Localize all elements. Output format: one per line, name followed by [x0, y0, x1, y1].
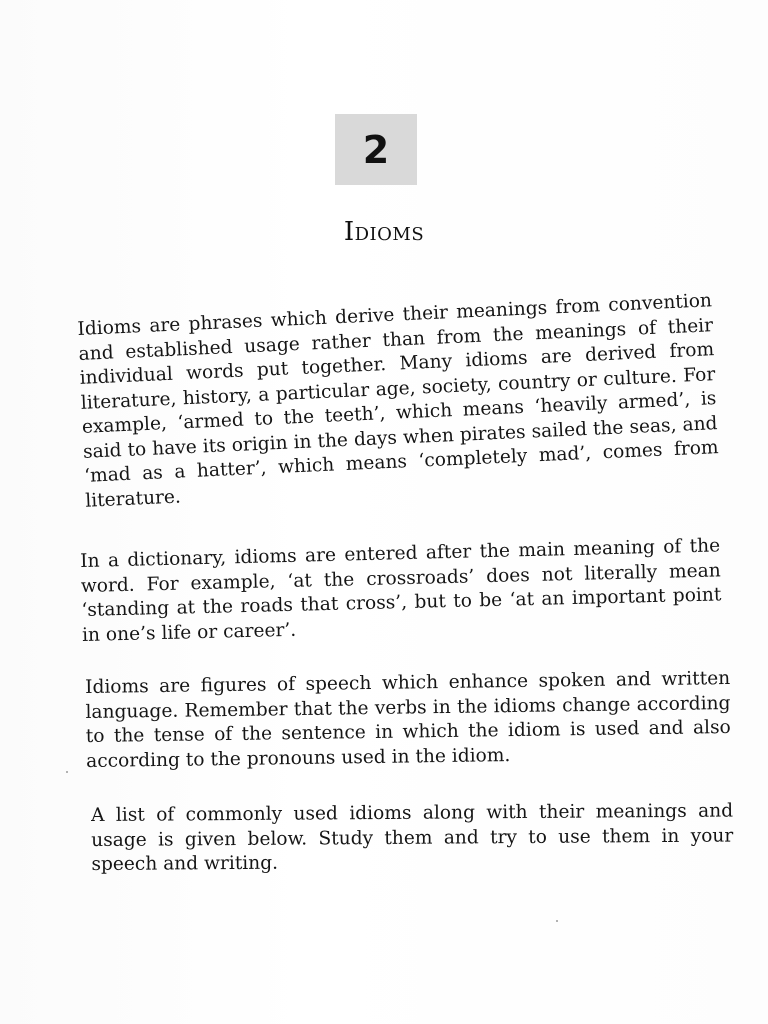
scan-speck: [556, 920, 558, 922]
paragraph-figures-of-speech: Idioms are figures of speech which enhance spoken and written language. Remember that the verbs in the idioms change according to the tense of the sentence in which the idiom is used and also according to the pronouns used in the idiom.: [85, 667, 731, 772]
chapter-title: Idioms: [343, 217, 425, 247]
scan-speck: [66, 771, 68, 773]
paragraph-dictionary: In a dictionary, idioms are entered after the main meaning of the word. For example, ‘at the crossroads’ does not literally mean ‘standing at the roads that cross’, but to be ‘at an important point in one’s life or career’.: [80, 535, 722, 646]
paragraph-list-intro: A list of commonly used idioms along with their meanings and usage is given below. Study them and try to use them in your speech and writing.: [91, 800, 734, 875]
chapter-number-box: [335, 114, 417, 185]
chapter-number: 2: [362, 127, 390, 172]
paragraph-intro: Idioms are phrases which derive their meanings from convention and established usage rather than from the meanings of their individual words put together. Many idioms are derived from literature, history, a particular age, society, country or culture. For example, ‘armed to the teeth’, which means ‘heavily armed’, is said to have its origin in the days when pirates sailed the seas, and ‘mad as a hatter’, which means ‘completely mad’, comes from literature.: [77, 290, 720, 512]
